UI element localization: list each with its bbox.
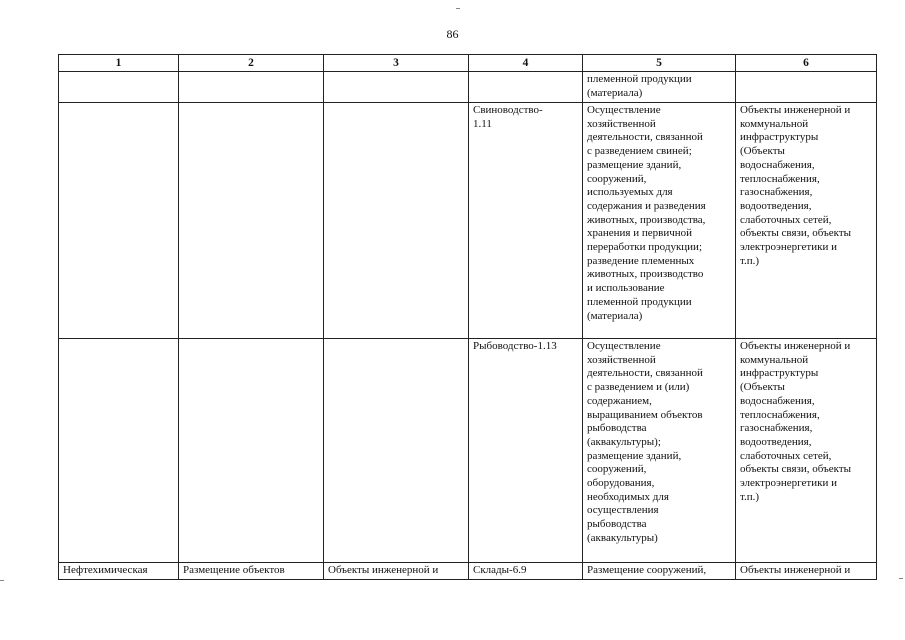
table-cell — [59, 72, 179, 103]
table-header-row — [59, 55, 877, 72]
table-cell — [179, 339, 324, 563]
table-cell — [324, 103, 469, 339]
table-cell: Размещение объектов — [179, 563, 324, 580]
table-cell — [179, 72, 324, 103]
table-cell: Рыбоводство-1.13 — [469, 339, 583, 563]
table-cell — [469, 72, 583, 103]
table-row — [59, 72, 877, 103]
table-row — [59, 103, 877, 339]
document-table — [58, 54, 877, 580]
table-cell — [179, 103, 324, 339]
table-cell: племенной продукции (материала) — [583, 72, 736, 103]
column-header-2: 2 — [179, 55, 324, 72]
table-cell: Объекты инженерной и — [736, 563, 877, 580]
table-cell: Размещение сооружений, — [583, 563, 736, 580]
scan-artifact — [899, 578, 903, 579]
table-row — [59, 339, 877, 563]
page-number: 86 — [446, 27, 459, 41]
column-header-6: 6 — [736, 55, 877, 72]
table-cell: Склады-6.9 — [469, 563, 583, 580]
table-cell: Объекты инженерной и — [324, 563, 469, 580]
table-cell: Свиноводство- 1.11 — [469, 103, 583, 339]
table-cell: Объекты инженерной и коммунальной инфраструктуры (Объекты водоснабжения, теплоснабжения, газоснабжения, водоотведения, слаботочных сетей, объекты связи, объекты электроэнергетики и т.п.) — [736, 339, 877, 563]
scan-artifact — [456, 8, 460, 9]
table-cell — [324, 339, 469, 563]
table-row — [59, 563, 877, 580]
table-cell: Объекты инженерной и коммунальной инфраструктуры (Объекты водоснабжения, теплоснабжения, газоснабжения, водоотведения, слаботочных сетей, объекты связи, объекты электроэнергетики и т.п.) — [736, 103, 877, 339]
table-cell — [59, 339, 179, 563]
table-cell: Нефтехимическая — [59, 563, 179, 580]
column-header-1: 1 — [59, 55, 179, 72]
table-cell — [59, 103, 179, 339]
scan-artifact — [0, 580, 4, 581]
table-cell: Осуществление хозяйственной деятельности, связанной с разведением свиней; размещение зданий, сооружений, используемых для содержания и разведения животных, производства, хранения и первичной переработки продукции; разведение племенных животных, производство и использование племенной продукции (материала) — [583, 103, 736, 339]
column-header-3: 3 — [324, 55, 469, 72]
table-cell — [736, 72, 877, 103]
table-cell — [324, 72, 469, 103]
column-header-5: 5 — [583, 55, 736, 72]
column-header-4: 4 — [469, 55, 583, 72]
table-cell: Осуществление хозяйственной деятельности, связанной с разведением и (или) содержанием, выращиванием объектов рыбоводства (аквакультуры); размещение зданий, сооружений, оборудования, необходимых для осуществления рыбоводства (аквакультуры) — [583, 339, 736, 563]
